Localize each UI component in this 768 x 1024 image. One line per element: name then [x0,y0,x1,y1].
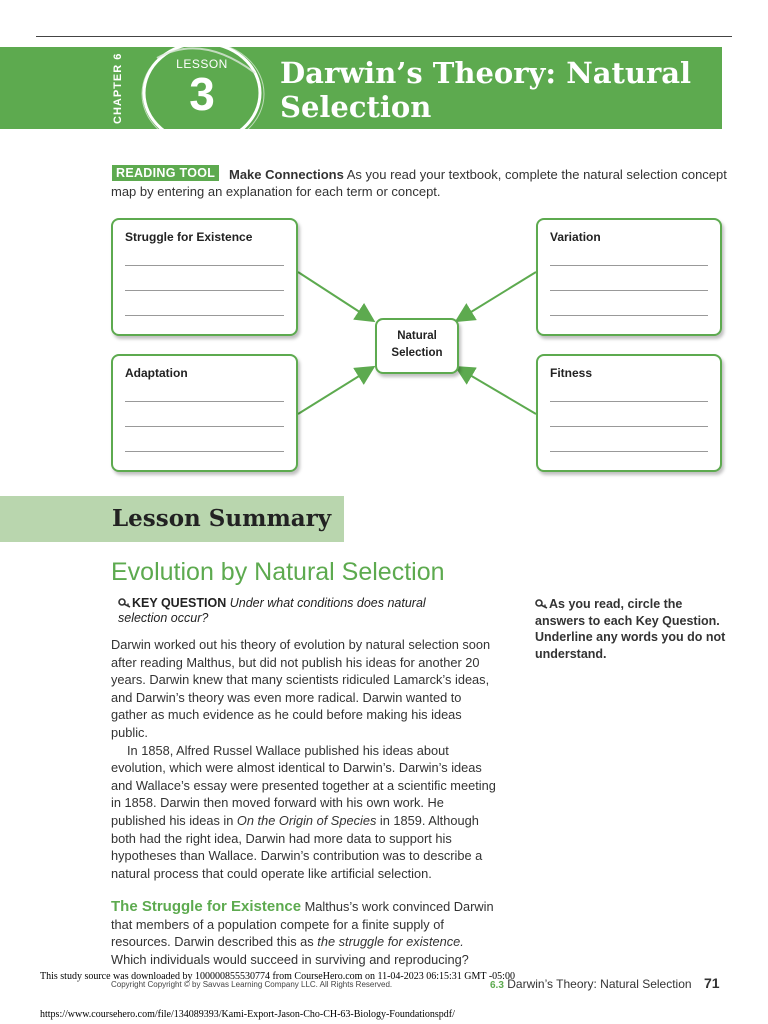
paragraph: Darwin worked out his theory of evolution by natural selection soon after reading Malthus, but did not publish his ideas for another 20 years. Darwin knew that many scientists ridiculed Lamarck’s ideas, and Darwin’s theory was even more radical. Darwin wanted to gather as much evidence as he could before making his ideas public. [111,637,491,740]
reading-tool-heading: Make Connections [229,167,344,182]
paragraph-text: in 1859. Although both had the right idea, Darwin had more data to support his hypotheses than Wallace. Darwin’s contribution was to describe a natural process that could operate like artificial selection. [111,812,483,881]
key-question-text: Under what conditions does natural selection occur? [118,596,426,625]
concept-box-label: Adaptation [125,366,188,380]
lesson-title: Darwin’s Theory: Natural Selection [280,56,692,124]
lesson-number: 3 [189,68,215,120]
answer-line[interactable] [125,315,284,316]
concept-box-label: Variation [550,230,601,244]
answer-line[interactable] [125,401,284,402]
center-label-line: Selection [391,347,443,359]
download-watermark: This study source was downloaded by 100000855530774 from CourseHero.com on 11-04-2023 06:15:31 GMT -05:00 [40,971,515,982]
struggle-section [111,898,496,968]
concept-box-label: Fitness [550,366,593,380]
answer-line[interactable] [550,265,708,266]
answer-line[interactable] [125,451,284,452]
paragraph [111,742,496,883]
concept-box-variation[interactable] [536,218,722,336]
margin-note-text: As you read, circle the answers to each Key Question. Underline any words you do not understand. [535,597,726,661]
answer-line[interactable] [550,401,708,402]
page-number: 71 [704,975,720,991]
paragraph-text: Malthus’s work convinced Darwin that members of a population compete for a finite supply of resources. Darwin described this as [111,899,494,950]
answer-line[interactable] [550,315,708,316]
lesson-word: LESSON [176,57,228,71]
concept-box-struggle[interactable] [111,218,298,336]
key-question-label: KEY QUESTION [132,596,227,610]
answer-line[interactable] [125,426,284,427]
reading-tool-badge: READING TOOL [112,165,219,181]
reading-tool-instructions: As you read your textbook, complete the natural selection concept map by entering an explanation for each term or concept. [111,167,727,199]
answer-line[interactable] [125,265,284,266]
body-text [111,636,496,882]
concept-center-natural-selection [375,318,459,374]
footer-lesson-title: Darwin’s Theory: Natural Selection [507,977,692,991]
key-question [118,596,478,626]
answer-line[interactable] [550,290,708,291]
section-title: Evolution by Natural Selection [111,558,445,586]
book-title: On the Origin of Species [236,812,377,828]
source-url[interactable]: https://www.coursehero.com/file/134089393/Kami-Export-Jason-Cho-CH-63-Biology-Foundationspdf/ [40,1009,455,1020]
key-icon [118,598,132,608]
concept-box-fitness[interactable] [536,354,722,472]
copyright: Copyright Copyright © by Savvas Learning Company LLC. All Rights Reserved. [111,980,393,989]
answer-line[interactable] [550,426,708,427]
concept-box-adaptation[interactable] [111,354,298,472]
key-icon [535,599,549,609]
sub-heading: The Struggle for Existence [111,898,302,915]
lesson-summary-heading: Lesson Summary [112,505,332,532]
center-label-line: Natural [397,330,437,342]
concept-box-label: Struggle for Existence [125,230,253,244]
paragraph-text: In 1858, Alfred Russel Wallace published his ideas about evolution, which were almost identical to Darwin’s. Darwin’s ideas and Wallace’s essay were presented together at a scientific meeting in 1858. Darwin then moved forward with his own work. He published his ideas in [111,742,496,828]
paragraph-text: Which individuals would succeed in surviving and reproducing? [111,951,469,967]
concept-center-label [377,328,457,362]
italic-term: the struggle for existence. [317,934,464,950]
answer-line[interactable] [125,290,284,291]
chapter-label: CHAPTER 6 [112,52,124,124]
margin-note [535,596,735,662]
top-rule [36,36,732,37]
answer-line[interactable] [550,451,708,452]
footer-lesson-number: 6.3 [490,980,504,991]
